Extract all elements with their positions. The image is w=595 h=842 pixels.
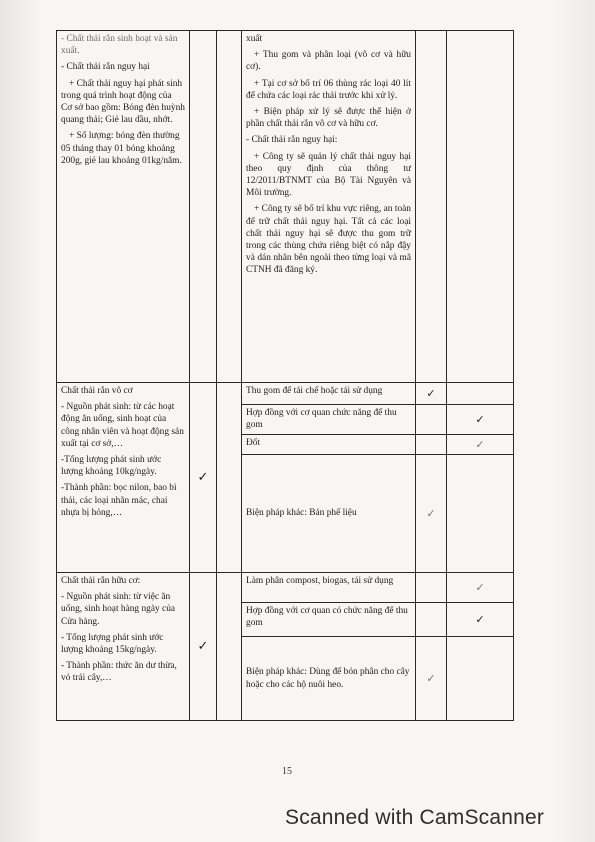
checkmark-cell [447,637,514,721]
measure-line: + Tại cơ sở bố trí 06 thùng rác loại 40 lít để chứa các loại rác thải trước khi xử lý. [246,78,411,101]
waste-source-line: - Chất thải rắn nguy hại [61,62,150,73]
checkmark-cell [416,603,447,637]
checkmark-icon: ✓ [475,437,485,451]
waste-source-line: -Tổng lượng phát sinh ước lượng khoảng 10kg/ngày. [61,455,162,478]
empty-cell [217,31,242,383]
waste-source-line: - Chất thải rắn sinh hoạt và sản xuất. [61,34,178,57]
table-row [57,573,514,603]
measure-cell [242,455,416,573]
checkmark-cell [416,405,447,435]
checkmark-icon: ✓ [475,412,485,426]
checkmark-cell [416,573,447,603]
measure-cell [242,383,416,405]
checkmark-cell [447,383,514,405]
table-row [57,31,514,383]
empty-cell [190,31,217,383]
checkmark-icon: ✓ [475,612,485,626]
checkmark-cell [416,455,447,573]
empty-cell [447,31,514,383]
waste-source-line: + Số lượng: bóng đèn thường 05 tháng thay 01 bóng khoảng 200g, giẻ lau khoảng 01kg/năm. [61,131,182,166]
checkmark-cell [190,383,217,573]
table-row [57,383,514,405]
page-number: 15 [282,766,292,777]
measure-cell [242,603,416,637]
measure-cell [242,573,416,603]
measure-cell [242,637,416,721]
measure-line: - Chất thải rắn nguy hại: [246,135,338,146]
checkmark-cell [447,455,514,573]
measure-text: Làm phân compost, biogas, tái sử dụng [246,576,394,586]
waste-source-line: Chất thải rắn hữu cơ: [61,576,141,586]
checkmark-icon: ✓ [426,506,436,520]
measure-cell [242,31,416,383]
waste-source-line: - Tổng lượng phát sinh ước lượng khoảng 15kg/ngày. [61,632,164,656]
waste-source-cell [57,31,190,383]
camscanner-watermark: Scanned with CamScanner [285,806,545,829]
checkmark-cell [447,435,514,455]
empty-cell [217,573,242,721]
measure-line: + Công ty sẽ bố trí khu vực riêng, an toàn để trữ chất thải nguy hại. Tất cả các loại chất thải nguy hại sẽ được thu gom trữ trong các thùng chứa riêng biệt có nắp đậy và dán nhãn bên ngoài theo từng loại và mã CTNH đã đăng ký. [246,204,411,276]
measure-cell [242,435,416,455]
measure-line: xuất [246,34,263,44]
measure-text: Đốt [246,438,261,448]
checkmark-cell [416,435,447,455]
measure-cell [242,405,416,435]
waste-source-line: + Chất thải nguy hại phát sinh trong quá trình hoạt động của Cơ sở bao gồm: Bóng đèn huỳnh quang thải; Giẻ lau dầu, nhớt. [61,78,185,126]
measure-line: + Công ty sẽ quản lý chất thải nguy hại theo quy định của thông tư 12/2011/BTNMT của Bộ Tài Nguyên và Môi trường. [246,151,411,199]
measure-line: + Biện pháp xử lý sẽ được thể hiện ở phần chất thải rắn vô cơ và hữu cơ. [246,107,411,130]
checkmark-cell [447,573,514,603]
checkmark-cell [447,405,514,435]
waste-source-line: - Nguồn phát sinh: từ việc ăn uống, sinh hoạt hàng ngày của Cửa hàng. [61,592,176,627]
measure-text: Thu gom để tái chế hoặc tái sử dụng [246,386,383,396]
checkmark-cell [190,573,217,721]
checkmark-cell [416,637,447,721]
checkmark-cell [416,383,447,405]
waste-source-line: -Thành phần: bọc nilon, bao bì thải, các loại nhãn mác, chai nhựa bị hỏng,… [61,483,177,518]
waste-source-cell [57,383,190,573]
measure-text: Hợp đồng với cơ quan chức năng để thu gom [246,408,397,431]
checkmark-icon: ✓ [197,469,209,485]
measure-text: Hợp đồng với cơ quan có chức năng để thu gom [246,606,408,629]
measure-text: Biện pháp khác: Dùng để bón phân cho cây hoặc cho các hộ nuôi heo. [246,667,410,690]
measure-line: + Thu gom và phân loại (vô cơ và hữu cơ). [246,50,411,73]
waste-source-line: Chất thải rắn vô cơ [61,386,133,396]
waste-source-cell [57,573,190,721]
empty-cell [217,383,242,573]
empty-cell [416,31,447,383]
measure-text: Biện pháp khác: Bán phế liệu [246,508,357,519]
checkmark-cell [447,603,514,637]
checkmark-icon: ✓ [197,638,209,654]
waste-management-table [56,30,514,721]
waste-source-line: - Nguồn phát sinh: từ các hoạt động ăn uống, sinh hoạt của công nhân viên và hoạt động sản xuất tại cơ sở,… [61,402,184,449]
checkmark-icon: ✓ [426,386,436,400]
checkmark-icon: ✓ [426,671,436,685]
waste-source-line: - Thành phần: thức ăn dư thừa, vỏ trái cây,… [61,661,177,684]
checkmark-icon: ✓ [475,580,485,594]
